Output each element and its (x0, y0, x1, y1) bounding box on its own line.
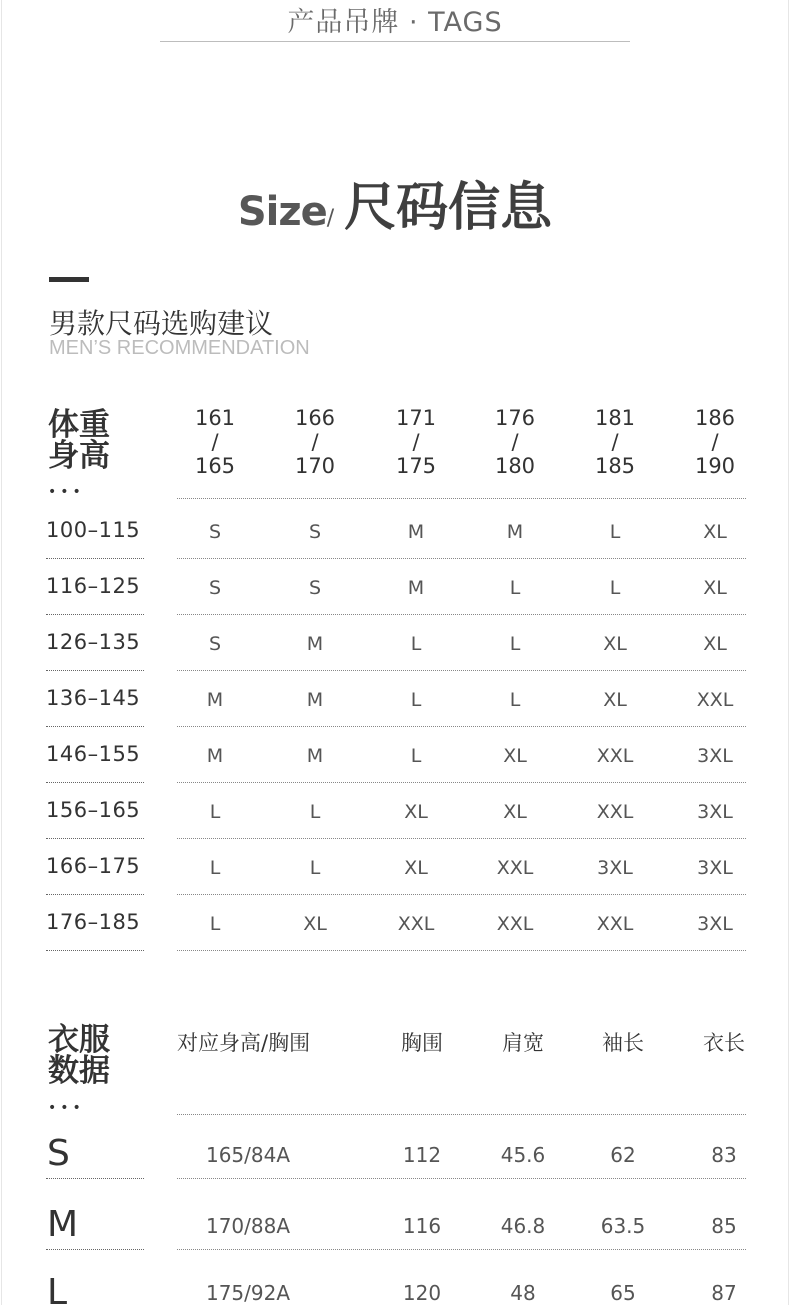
garment-corner-dots: ••• (48, 1100, 85, 1116)
tags-divider (160, 41, 630, 42)
size-cell: XL (503, 801, 527, 823)
height-header-sep: / (311, 430, 319, 454)
garment-column-header: 袖长 (602, 1031, 644, 1055)
garment-value: 48 (510, 1281, 536, 1305)
size-cell: M (206, 745, 224, 767)
garment-value: 120 (402, 1281, 442, 1305)
weight-row-rule (46, 950, 144, 951)
height-header (165, 406, 265, 478)
height-header-top: 176 (494, 406, 536, 430)
section-accent-bar (49, 277, 89, 282)
size-row-rule (177, 950, 746, 951)
size-row-rule (46, 1249, 144, 1250)
height-header-bottom: 190 (694, 454, 736, 478)
size-cell: L (209, 913, 221, 935)
size-cell: M (407, 521, 425, 543)
size-cell: XXL (696, 689, 734, 711)
recommendation-title-cn: 男款尺码选购建议 (49, 307, 274, 340)
size-cell: XL (603, 633, 627, 655)
size-letter: M (47, 1204, 79, 1245)
height-header-bottom: 170 (294, 454, 336, 478)
size-cell: L (209, 857, 221, 879)
size-cell: XXL (596, 913, 634, 935)
size-cell: L (410, 689, 422, 711)
weight-label: 166–175 (46, 854, 141, 878)
garment-row-rule (177, 1249, 746, 1250)
height-header-bottom: 175 (395, 454, 437, 478)
height-header-bottom: 185 (594, 454, 636, 478)
size-cell: L (309, 857, 321, 879)
size-row-rule (177, 894, 746, 895)
garment-value: 63.5 (600, 1214, 646, 1238)
size-row-rule (177, 838, 746, 839)
size-cell: M (506, 521, 524, 543)
height-header (366, 406, 466, 478)
garment-column-header: 对应身高/胸围 (177, 1031, 311, 1055)
size-cell: L (209, 801, 221, 823)
height-header-top: 186 (694, 406, 736, 430)
size-cell: S (208, 521, 222, 543)
size-cell: S (208, 577, 222, 599)
garment-value: 170/88A (205, 1214, 291, 1238)
corner-weight: 体重 (48, 407, 110, 443)
weight-row-rule (46, 726, 144, 727)
size-cell: L (509, 689, 521, 711)
weight-label: 100–115 (46, 518, 141, 542)
garment-value: 83 (711, 1143, 737, 1167)
garment-value: 85 (711, 1214, 737, 1238)
weight-row-rule (46, 838, 144, 839)
garment-row-rule (177, 1178, 746, 1179)
size-letter: S (47, 1133, 70, 1174)
size-cell: 3XL (697, 857, 733, 879)
height-header-sep: / (412, 430, 420, 454)
size-cell: M (407, 577, 425, 599)
size-row-rule (177, 726, 746, 727)
size-cell: M (206, 689, 224, 711)
size-row-rule (177, 670, 746, 671)
corner-height: 身高 (48, 438, 110, 474)
height-header-sep: / (711, 430, 719, 454)
size-heading (0, 165, 790, 240)
size-cell: S (308, 577, 322, 599)
height-header-top: 166 (294, 406, 336, 430)
height-header-bottom: 180 (494, 454, 536, 478)
weight-label: 136–145 (46, 686, 141, 710)
height-header-top: 161 (194, 406, 236, 430)
weight-row-rule (46, 558, 144, 559)
size-row-rule (177, 614, 746, 615)
height-header-sep: / (611, 430, 619, 454)
size-cell: L (509, 577, 521, 599)
garment-value: 175/92A (205, 1281, 291, 1305)
size-cell: L (509, 633, 521, 655)
size-cell: XL (703, 577, 727, 599)
size-cell: XXL (596, 801, 634, 823)
garment-value: 112 (402, 1143, 442, 1167)
size-cell: XXL (397, 913, 435, 935)
weight-row-rule (46, 894, 144, 895)
garment-column-header: 肩宽 (502, 1031, 544, 1055)
height-header-bottom: 165 (194, 454, 236, 478)
height-header (665, 406, 765, 478)
size-cell: XXL (496, 857, 534, 879)
corner-data: 数据 (48, 1053, 110, 1089)
tags-title: 产品吊牌 · TAGS (287, 7, 503, 38)
size-cell: L (309, 801, 321, 823)
size-cell: XL (404, 801, 428, 823)
size-slash: / (326, 206, 335, 231)
garment-header-rule (177, 1114, 746, 1115)
height-header-top: 171 (395, 406, 437, 430)
size-cell: 3XL (697, 745, 733, 767)
size-cell: XL (703, 521, 727, 543)
size-cell: M (306, 689, 324, 711)
size-cell: S (308, 521, 322, 543)
corner-garment: 衣服 (48, 1022, 110, 1058)
garment-value: 46.8 (500, 1214, 546, 1238)
size-cell: XL (503, 745, 527, 767)
height-header-sep: / (211, 430, 219, 454)
size-cell: S (208, 633, 222, 655)
height-header (265, 406, 365, 478)
size-cell: XXL (496, 913, 534, 935)
garment-value: 45.6 (500, 1143, 546, 1167)
size-cell: XL (703, 633, 727, 655)
weight-row-rule (46, 782, 144, 783)
size-row-rule (46, 1178, 144, 1179)
weight-label: 176–185 (46, 910, 141, 934)
table-header-rule (177, 498, 746, 499)
size-cell: M (306, 633, 324, 655)
height-header-sep: / (511, 430, 519, 454)
recommendation-title-en: MEN’S RECOMMENDATION (49, 337, 310, 359)
weight-label: 146–155 (46, 742, 141, 766)
garment-column-header: 胸围 (401, 1031, 443, 1055)
size-cell: 3XL (697, 913, 733, 935)
size-cell: XL (603, 689, 627, 711)
size-cell: L (609, 521, 621, 543)
weight-row-rule (46, 614, 144, 615)
garment-column-header: 衣长 (703, 1031, 745, 1055)
height-header (465, 406, 565, 478)
size-cell: XL (404, 857, 428, 879)
garment-value: 65 (610, 1281, 636, 1305)
weight-label: 116–125 (46, 574, 141, 598)
size-cell: XL (303, 913, 327, 935)
size-cell: L (410, 633, 422, 655)
size-title-cn: 尺码信息 (344, 178, 553, 238)
size-cell: 3XL (697, 801, 733, 823)
size-row-rule (177, 558, 746, 559)
garment-value: 87 (711, 1281, 737, 1305)
height-header-top: 181 (594, 406, 636, 430)
weight-label: 126–135 (46, 630, 141, 654)
weight-row-rule (46, 670, 144, 671)
weight-label: 156–165 (46, 798, 141, 822)
garment-value: 165/84A (205, 1143, 291, 1167)
height-header (565, 406, 665, 478)
size-cell: L (609, 577, 621, 599)
garment-value: 116 (402, 1214, 442, 1238)
size-row-rule (177, 782, 746, 783)
size-cell: 3XL (597, 857, 633, 879)
size-cell: XXL (596, 745, 634, 767)
size-cell: M (306, 745, 324, 767)
size-letter: L (47, 1272, 68, 1313)
corner-dots: ••• (48, 484, 85, 500)
size-cell: L (410, 745, 422, 767)
garment-value: 62 (610, 1143, 636, 1167)
size-word: Size (237, 189, 327, 235)
